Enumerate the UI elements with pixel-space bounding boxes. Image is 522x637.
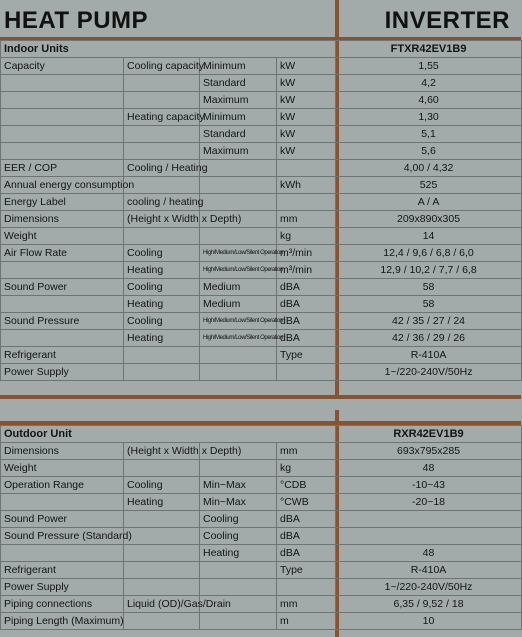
- spec-value: 12,9 / 10,2 / 7,7 / 6,8: [336, 262, 522, 279]
- table-row: [1, 443, 522, 460]
- spec-value: R-410A: [336, 562, 522, 579]
- spec-condition: High/Medium/Low/Silent Operation: [200, 245, 277, 262]
- spec-value: 6,35 / 9,52 / 18: [336, 596, 522, 613]
- spec-unit: dBA: [277, 511, 336, 528]
- table-row: [1, 143, 522, 160]
- spec-mode: [124, 528, 200, 545]
- spec-value: 58: [336, 279, 522, 296]
- table-row: [1, 211, 522, 228]
- table-row: [1, 460, 522, 477]
- spec-label: Refrigerant: [1, 347, 124, 364]
- spec-value: 42 / 36 / 29 / 26: [336, 330, 522, 347]
- spec-label: Operation Range: [1, 477, 124, 494]
- spec-label: Energy Label: [1, 194, 124, 211]
- spec-mode: Heating: [124, 494, 200, 511]
- spec-condition: [200, 613, 277, 630]
- spec-value: [336, 511, 522, 528]
- spec-unit: dBA: [277, 528, 336, 545]
- spec-label: Weight: [1, 228, 124, 245]
- indoor-section-label: Indoor Units: [1, 41, 336, 58]
- spec-condition: High/Medium/Low/Silent Operation: [200, 262, 277, 279]
- spec-value: 1,55: [336, 58, 522, 75]
- spec-label: [1, 143, 124, 160]
- spec-value: 4,2: [336, 75, 522, 92]
- spec-unit: kW: [277, 75, 336, 92]
- spec-value: R-410A: [336, 347, 522, 364]
- outdoor-header-row: [1, 426, 522, 443]
- spec-value: 42 / 35 / 27 / 24: [336, 313, 522, 330]
- spec-mode: Cooling: [124, 279, 200, 296]
- spec-label: Dimensions: [1, 211, 124, 228]
- spec-unit: kW: [277, 109, 336, 126]
- table-row: [1, 92, 522, 109]
- spec-label: Sound Power: [1, 511, 124, 528]
- spec-mode: Heating: [124, 330, 200, 347]
- spec-mode: [124, 511, 200, 528]
- spec-unit: dBA: [277, 545, 336, 562]
- indoor-header-row: [1, 41, 522, 58]
- table-row: [1, 296, 522, 313]
- spec-mode: [124, 75, 200, 92]
- spec-label: [1, 545, 124, 562]
- spec-label: Air Flow Rate: [1, 245, 124, 262]
- table-row: [1, 545, 522, 562]
- spec-condition: Cooling: [200, 511, 277, 528]
- spec-unit: dBA: [277, 313, 336, 330]
- spec-value: 525: [336, 177, 522, 194]
- spec-mode: Heating: [124, 262, 200, 279]
- spec-value: 1~/220-240V/50Hz: [336, 579, 522, 596]
- spec-unit: [277, 364, 336, 381]
- spec-value: 693x795x285: [336, 443, 522, 460]
- outdoor-unit-table: [0, 425, 522, 630]
- spec-condition: Medium: [200, 296, 277, 313]
- spec-condition: [200, 160, 277, 177]
- spec-value: 4,60: [336, 92, 522, 109]
- spec-mode: [124, 364, 200, 381]
- spec-label: [1, 109, 124, 126]
- spec-label: Sound Pressure (Standard): [1, 528, 124, 545]
- spec-unit: kW: [277, 143, 336, 160]
- table-row: [1, 160, 522, 177]
- spec-condition: Minimum: [200, 58, 277, 75]
- spec-value: 58: [336, 296, 522, 313]
- spec-label: Weight: [1, 460, 124, 477]
- spec-condition: Medium: [200, 279, 277, 296]
- spec-condition: Min~Max: [200, 477, 277, 494]
- table-row: [1, 245, 522, 262]
- spec-mode: [124, 562, 200, 579]
- spec-unit: kW: [277, 92, 336, 109]
- table-row: [1, 494, 522, 511]
- outdoor-section-label: Outdoor Unit: [1, 426, 336, 443]
- table-row: [1, 330, 522, 347]
- spec-unit: kW: [277, 58, 336, 75]
- spec-unit: mm: [277, 211, 336, 228]
- table-row: [1, 126, 522, 143]
- spec-unit: Type: [277, 347, 336, 364]
- spec-unit: m: [277, 613, 336, 630]
- spec-mode: Liquid (OD)/Gas/Drain: [124, 596, 200, 613]
- table-row: [1, 528, 522, 545]
- spec-unit: mm: [277, 443, 336, 460]
- table-row: [1, 579, 522, 596]
- table-row: [1, 347, 522, 364]
- spec-mode: (Height x Width x Depth): [124, 443, 200, 460]
- spec-mode: Cooling capacity: [124, 58, 200, 75]
- spec-mode: [124, 228, 200, 245]
- spec-value: -20~18: [336, 494, 522, 511]
- indoor-model: FTXR42EV1B9: [336, 41, 522, 58]
- spec-label: [1, 262, 124, 279]
- spec-value: 14: [336, 228, 522, 245]
- spec-label: [1, 296, 124, 313]
- spec-condition: [200, 194, 277, 211]
- spec-label: Sound Power: [1, 279, 124, 296]
- spec-unit: dBA: [277, 330, 336, 347]
- spec-value: 48: [336, 545, 522, 562]
- table-row: [1, 313, 522, 330]
- spec-mode: [124, 545, 200, 562]
- spec-label: [1, 126, 124, 143]
- spec-value: A / A: [336, 194, 522, 211]
- spec-mode: [124, 177, 200, 194]
- spec-mode: Cooling / Heating: [124, 160, 200, 177]
- spec-value: 1,30: [336, 109, 522, 126]
- spec-mode: Heating capacity: [124, 109, 200, 126]
- spec-condition: [200, 177, 277, 194]
- spec-label: Power Supply: [1, 364, 124, 381]
- spec-condition: Minimum: [200, 109, 277, 126]
- table-row: [1, 177, 522, 194]
- spec-unit: kg: [277, 228, 336, 245]
- spec-unit: kW: [277, 126, 336, 143]
- spec-unit: mm: [277, 596, 336, 613]
- spec-unit: m³/min: [277, 245, 336, 262]
- table-row: [1, 109, 522, 126]
- spec-condition: [200, 579, 277, 596]
- table-row: [1, 477, 522, 494]
- spec-unit: [277, 160, 336, 177]
- spec-condition: [200, 364, 277, 381]
- spec-condition: Standard: [200, 75, 277, 92]
- table-row: [1, 262, 522, 279]
- spec-mode: Cooling: [124, 245, 200, 262]
- spec-value: 12,4 / 9,6 / 6,8 / 6,0: [336, 245, 522, 262]
- table-row: [1, 58, 522, 75]
- spec-condition: Maximum: [200, 92, 277, 109]
- table-row: [1, 364, 522, 381]
- spec-label: Piping connections: [1, 596, 124, 613]
- spec-unit: dBA: [277, 279, 336, 296]
- spec-condition: Min~Max: [200, 494, 277, 511]
- table-row: [1, 75, 522, 92]
- spec-mode: (Height x Width x Depth): [124, 211, 200, 228]
- spec-mode: Cooling: [124, 477, 200, 494]
- heat-pump-title: HEAT PUMP: [4, 7, 149, 34]
- spec-label: [1, 494, 124, 511]
- spec-label: EER / COP: [1, 160, 124, 177]
- spec-label: [1, 92, 124, 109]
- outdoor-model: RXR42EV1B9: [336, 426, 522, 443]
- spec-condition: [200, 460, 277, 477]
- spec-mode: [124, 613, 200, 630]
- spec-value: 1~/220-240V/50Hz: [336, 364, 522, 381]
- spec-label: Annual energy consumption: [1, 177, 124, 194]
- spec-value: [336, 528, 522, 545]
- spec-mode: [124, 460, 200, 477]
- spec-label: [1, 75, 124, 92]
- spec-value: -10~43: [336, 477, 522, 494]
- spec-condition: Standard: [200, 126, 277, 143]
- spec-label: Capacity: [1, 58, 124, 75]
- table-row: [1, 228, 522, 245]
- spec-unit: kWh: [277, 177, 336, 194]
- spec-mode: Cooling: [124, 313, 200, 330]
- table-row: [1, 596, 522, 613]
- spec-mode: Heating: [124, 296, 200, 313]
- spec-unit: dBA: [277, 296, 336, 313]
- spec-condition: High/Medium/Low/Silent Operation: [200, 313, 277, 330]
- spec-condition: [200, 562, 277, 579]
- spec-unit: m³/min: [277, 262, 336, 279]
- spec-value: 5,1: [336, 126, 522, 143]
- spec-value: 209x890x305: [336, 211, 522, 228]
- spec-label: Refrigerant: [1, 562, 124, 579]
- spec-condition: High/Medium/Low/Silent Operation: [200, 330, 277, 347]
- spec-unit: °CDB: [277, 477, 336, 494]
- spec-condition: [200, 228, 277, 245]
- spec-mode: [124, 92, 200, 109]
- table-row: [1, 613, 522, 630]
- spec-condition: [200, 347, 277, 364]
- table-row: [1, 562, 522, 579]
- table-row: [1, 279, 522, 296]
- spec-unit: Type: [277, 562, 336, 579]
- spec-condition: Cooling: [200, 528, 277, 545]
- spec-mode: [124, 579, 200, 596]
- spec-label: [1, 330, 124, 347]
- spec-label: Power Supply: [1, 579, 124, 596]
- spec-mode: [124, 347, 200, 364]
- spec-unit: [277, 579, 336, 596]
- spec-label: Piping Length (Maximum): [1, 613, 124, 630]
- spec-unit: [277, 194, 336, 211]
- spec-value: 5,6: [336, 143, 522, 160]
- spec-mode: cooling / heating: [124, 194, 200, 211]
- table-row: [1, 194, 522, 211]
- spec-unit: °CWB: [277, 494, 336, 511]
- inverter-title: INVERTER: [384, 7, 510, 34]
- divider-middle: [0, 395, 521, 399]
- spec-mode: [124, 143, 200, 160]
- spec-condition: Maximum: [200, 143, 277, 160]
- spec-unit: kg: [277, 460, 336, 477]
- spec-mode: [124, 126, 200, 143]
- spec-value: 4,00 / 4,32: [336, 160, 522, 177]
- table-row: [1, 511, 522, 528]
- spec-label: Sound Pressure: [1, 313, 124, 330]
- spec-value: 48: [336, 460, 522, 477]
- spec-condition: Heating: [200, 545, 277, 562]
- indoor-units-table: [0, 40, 522, 381]
- spec-label: Dimensions: [1, 443, 124, 460]
- spec-value: 10: [336, 613, 522, 630]
